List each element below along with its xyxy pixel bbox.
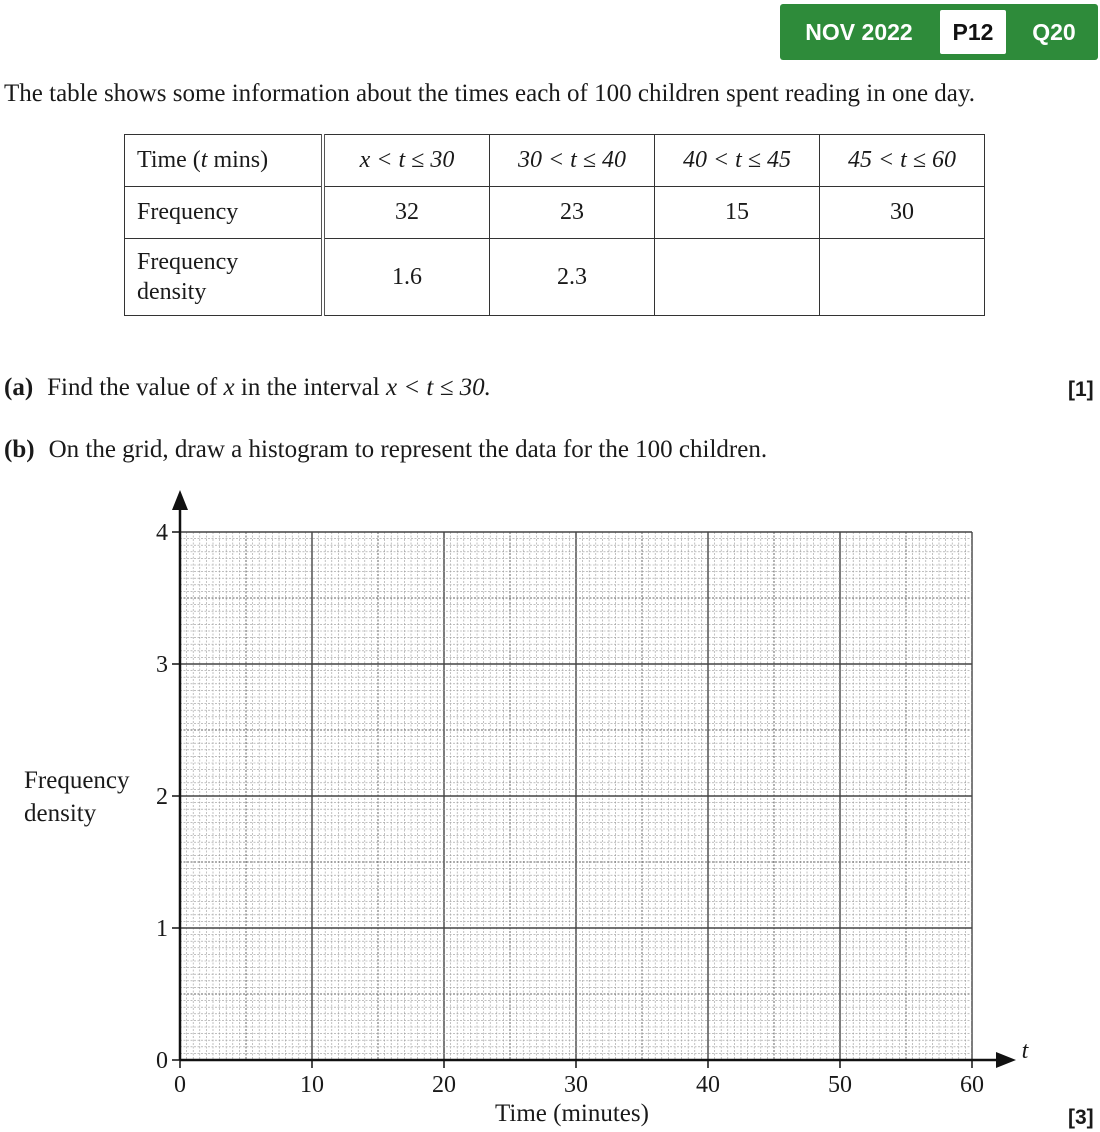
x-tick-label: 50 [828,1072,852,1098]
frequency-cell: 23 [490,187,655,239]
frequency-cell: 30 [820,187,985,239]
y-tick-label: 1 [156,916,168,942]
x-tick-label: 10 [300,1072,324,1098]
frequency-cell: 15 [655,187,820,239]
y-tick-label: 0 [156,1048,168,1074]
exam-session-label: NOV 2022 [805,19,913,45]
x-tick-label: 20 [432,1072,456,1098]
paper-number-label: P12 [940,10,1006,54]
grid-lines [180,532,972,1060]
frequency-cell: 32 [323,187,490,239]
y-tick-label: 4 [156,520,168,546]
time-header-variable: t [200,147,208,173]
y-axis-label-line-1: Frequency [24,767,130,794]
part-b-label: (b) [4,436,35,463]
part-a-marks: [1] [1068,378,1094,401]
y-tick-label: 3 [156,652,168,678]
y-axis-label-line-2: density [24,800,97,827]
x-tick-label: 40 [696,1072,720,1098]
x-axis-variable-label: t [1021,1038,1029,1064]
interval-cell: 45 < t ≤ 60 [820,135,985,187]
time-header-text: Time ( [137,147,201,173]
x-tick-label: 30 [564,1072,588,1098]
part-b-marks: [3] [1068,1106,1094,1129]
x-tick-label: 0 [174,1072,186,1098]
part-a-text: Find the value of [47,374,224,401]
density-cell: 1.6 [323,239,490,316]
frequency-label-cell: Frequency [125,187,324,239]
time-header-unit: mins) [207,147,269,173]
y-axis-arrow-icon [172,490,188,510]
y-tick-label: 2 [156,784,168,810]
density-cell: 2.3 [490,239,655,316]
x-axis-label: Time (minutes) [495,1100,649,1127]
interval-cell: 30 < t ≤ 40 [490,135,655,187]
part-a-text-mid: in the interval [234,374,386,401]
question-number-label: Q20 [1032,19,1076,45]
part-a-variable: x [223,374,235,401]
part-b-text: On the grid, draw a histogram to represent the data for the 100 children. [48,436,768,463]
x-axis-arrow-icon [996,1052,1016,1068]
x-tick-label: 60 [960,1072,984,1098]
question-intro-text: The table shows some information about the times each of 100 children spent reading in one day. [4,80,976,107]
density-label-line-2: density [137,279,207,305]
part-a-label: (a) [4,374,34,401]
interval-cell: x < t ≤ 30 [323,135,490,187]
density-label-line-1: Frequency [137,249,239,275]
part-a-interval: x < t ≤ 30. [385,374,491,401]
interval-cell: 40 < t ≤ 45 [655,135,820,187]
